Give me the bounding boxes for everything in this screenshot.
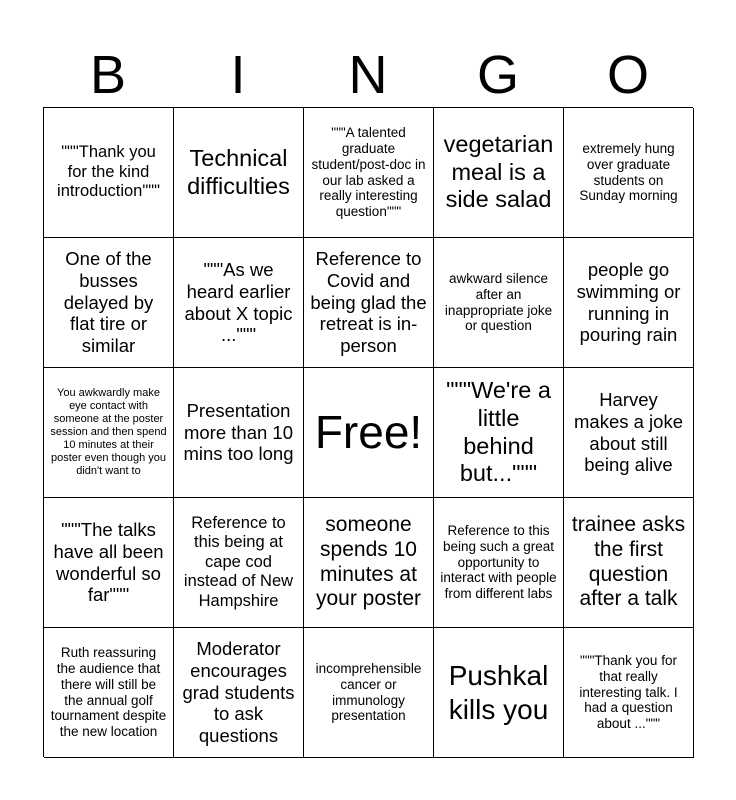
cell-text: Presentation more than 10 mins too long (183, 399, 294, 465)
bingo-cell[interactable] (434, 108, 564, 238)
bingo-cell[interactable] (434, 628, 564, 758)
bingo-cell[interactable] (174, 108, 304, 238)
cell-text: incomprehensible cancer or immunology presentation (315, 660, 422, 724)
bingo-cell[interactable] (174, 368, 304, 498)
cell-text: vegetarian meal is a side salad (443, 130, 554, 213)
header-letter-n: N (348, 45, 388, 105)
bingo-cell[interactable] (44, 108, 174, 238)
cell-text: awkward silence after an inappropriate joke or question (444, 270, 553, 334)
cell-text: trainee asks the first question after a talk (571, 512, 686, 611)
bingo-cell[interactable] (564, 108, 694, 238)
cell-text: people go swimming or running in pouring rain (576, 258, 681, 346)
cell-text: Technical difficulties (187, 144, 290, 199)
bingo-header (43, 44, 693, 106)
cell-text: Moderator encourages grad students to ask questions (182, 637, 295, 747)
cell-text: Ruth reassuring the audience that there will still be the annual golf tournament despite the new location (50, 644, 167, 740)
cell-text: someone spends 10 minutes at your poster (315, 512, 422, 611)
bingo-cell[interactable] (304, 628, 434, 758)
bingo-cell[interactable] (44, 238, 174, 368)
bingo-cell[interactable] (304, 238, 434, 368)
bingo-cell[interactable] (434, 368, 564, 498)
header-letter-i: I (230, 45, 246, 105)
cell-text: extremely hung over graduate students on Sunday morning (579, 140, 678, 204)
free-space-text: Free! (314, 406, 423, 459)
cell-text: """A talented graduate student/post-doc in our lab asked a really interesting question""" (311, 124, 426, 220)
bingo-cell[interactable] (44, 628, 174, 758)
bingo-cell[interactable] (304, 498, 434, 628)
bingo-cell[interactable] (174, 628, 304, 758)
header-letter-b: B (89, 45, 127, 105)
cell-text: Pushkal kills you (448, 660, 549, 725)
bingo-cell[interactable] (564, 498, 694, 628)
cell-text: One of the busses delayed by flat tire or similar (63, 247, 154, 357)
header-letter-o: O (606, 45, 649, 105)
bingo-cell[interactable] (434, 238, 564, 368)
cell-text: Reference to Covid and being glad the retreat is in-person (310, 247, 427, 357)
bingo-cell[interactable] (44, 498, 174, 628)
cell-text: """Thank you for the kind introduction""" (57, 143, 160, 201)
bingo-cell[interactable] (174, 238, 304, 368)
free-space[interactable] (304, 368, 434, 498)
bingo-cell[interactable] (564, 628, 694, 758)
cell-text: """The talks have all been wonderful so far""" (53, 518, 164, 606)
cell-text: """Thank you for that really interesting talk. I had a question about ...""" (579, 652, 678, 732)
bingo-cell[interactable] (434, 498, 564, 628)
cell-text: """As we heard earlier about X topic ...""" (184, 258, 293, 346)
header-letter-g: G (476, 45, 519, 105)
bingo-grid (43, 107, 693, 757)
bingo-cell[interactable] (564, 368, 694, 498)
bingo-cell[interactable] (174, 498, 304, 628)
cell-text: Reference to this being at cape cod instead of New Hampshire (183, 513, 294, 610)
cell-text: You awkwardly make eye contact with someone at the poster session and then spend 10 minutes at their poster even though you didn't want to (50, 387, 167, 477)
bingo-cell[interactable] (44, 368, 174, 498)
cell-text: """We're a little behind but...""" (446, 377, 551, 487)
bingo-cell[interactable] (564, 238, 694, 368)
bingo-cell[interactable] (304, 108, 434, 238)
cell-text: Reference to this being such a great opportunity to interact with people from different labs (440, 522, 557, 602)
cell-text: Harvey makes a joke about still being alive (574, 388, 683, 476)
